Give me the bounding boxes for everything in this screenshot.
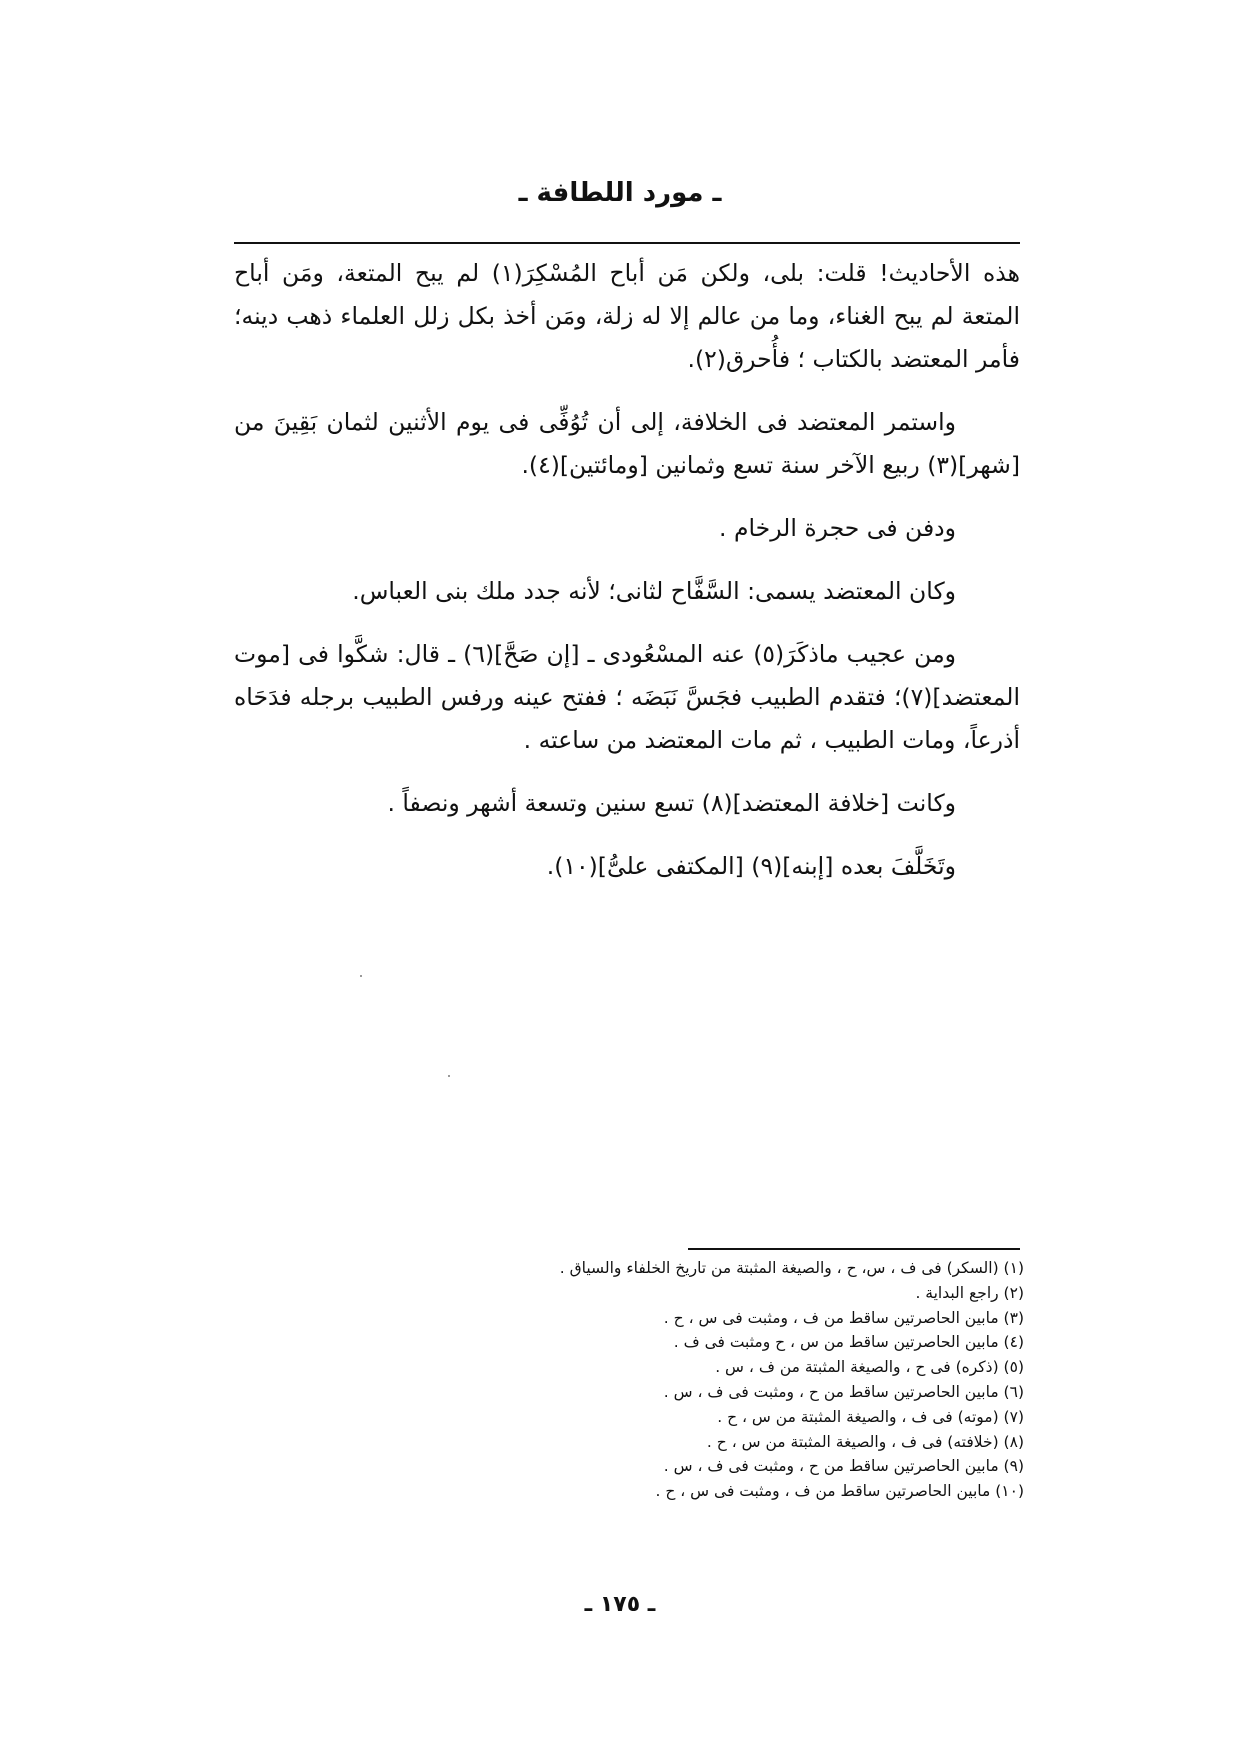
footnote: (٣) مابين الحاصرتين ساقط من ف ، ومثبت فى س ، ح . bbox=[663, 1308, 1024, 1327]
footnote: (٧) (موته) فى ف ، والصيغة المثبتة من س ، ح . bbox=[717, 1407, 1024, 1426]
footnote: (٨) (خلافته) فى ف ، والصيغة المثبتة من س ، ح . bbox=[706, 1432, 1024, 1451]
footnotes bbox=[234, 1256, 1024, 1504]
footnote: (٥) (ذكره) فى ح ، والصيغة المثبتة من ف ، س . bbox=[715, 1358, 1024, 1377]
header-divider bbox=[234, 242, 1020, 244]
footnote: (١٠) مابين الحاصرتين ساقط من ف ، ومثبت فى س ، ح . bbox=[655, 1482, 1024, 1501]
footnote: (١) (السكر) فى ف ، س، ح ، والصيغة المثبتة من تاريخ الخلفاء والسياق . bbox=[559, 1259, 1024, 1277]
scan-speck bbox=[448, 1075, 450, 1077]
paragraph: وتَخَلَّفَ بعده [إبنه](٩) [المكتفى علىُّ](١٠). bbox=[546, 852, 956, 880]
paragraph: وكان المعتضد يسمى: السَّفَّاح لثانى؛ لأنه جدد ملك بنى العباس. bbox=[352, 577, 956, 605]
scan-speck bbox=[360, 975, 362, 977]
paragraph: واستمر المعتضد فى الخلافة، إلى أن تُوُفِّى فى يوم الأثنين لثمان بَقِينَ من [شهر](٣) ربيع الآخر سنة تسع وثمانين [ومائتين](٤). bbox=[234, 408, 1020, 479]
footnote: (٩) مابين الحاصرتين ساقط من ح ، ومثبت فى ف ، س . bbox=[663, 1457, 1024, 1476]
paragraph: هذه الأحاديث! قلت: بلى، ولكن مَن أباح المُسْكِرَ(١) لم يبح المتعة، ومَن أباح المتعة لم يبح الغناء، وما من عالم إلا له زلة، ومَن أخذ بكل زلل العلماء ذهب دينه؛ فأمر المعتضد بالكتاب ؛ فأُحرق(٢). bbox=[234, 259, 1020, 373]
running-header: ـ مورد اللطافة ـ bbox=[518, 178, 722, 208]
footnote: (٢) راجع البداية . bbox=[915, 1283, 1024, 1302]
paragraph: وكانت [خلافة المعتضد](٨) تسع سنين وتسعة أشهر ونصفاً . bbox=[387, 789, 956, 817]
paragraph: ومن عجيب ماذكَرَ(٥) عنه المسْعُودى ـ [إن صَحَّ](٦) ـ قال: شكَّوا فى [موت المعتضد](٧)؛ فتقدم الطبيب فجَسَّ نَبَضَه ؛ ففتح عينه ورفس الطبيب برجله فدَحَاه أذرعاً، ومات الطبيب ، ثم مات المعتضد من ساعته . bbox=[234, 640, 1020, 754]
page-number: ـ ١٧٥ ـ bbox=[584, 1592, 656, 1617]
main-text bbox=[234, 252, 1020, 908]
footnote: (٦) مابين الحاصرتين ساقط من ح ، ومثبت فى ف ، س . bbox=[663, 1382, 1024, 1401]
paragraph: ودفن فى حجرة الرخام . bbox=[719, 514, 956, 542]
footnote-divider bbox=[688, 1248, 1020, 1250]
footnote: (٤) مابين الحاصرتين ساقط من س ، ح ومثبت فى ف . bbox=[673, 1333, 1024, 1352]
